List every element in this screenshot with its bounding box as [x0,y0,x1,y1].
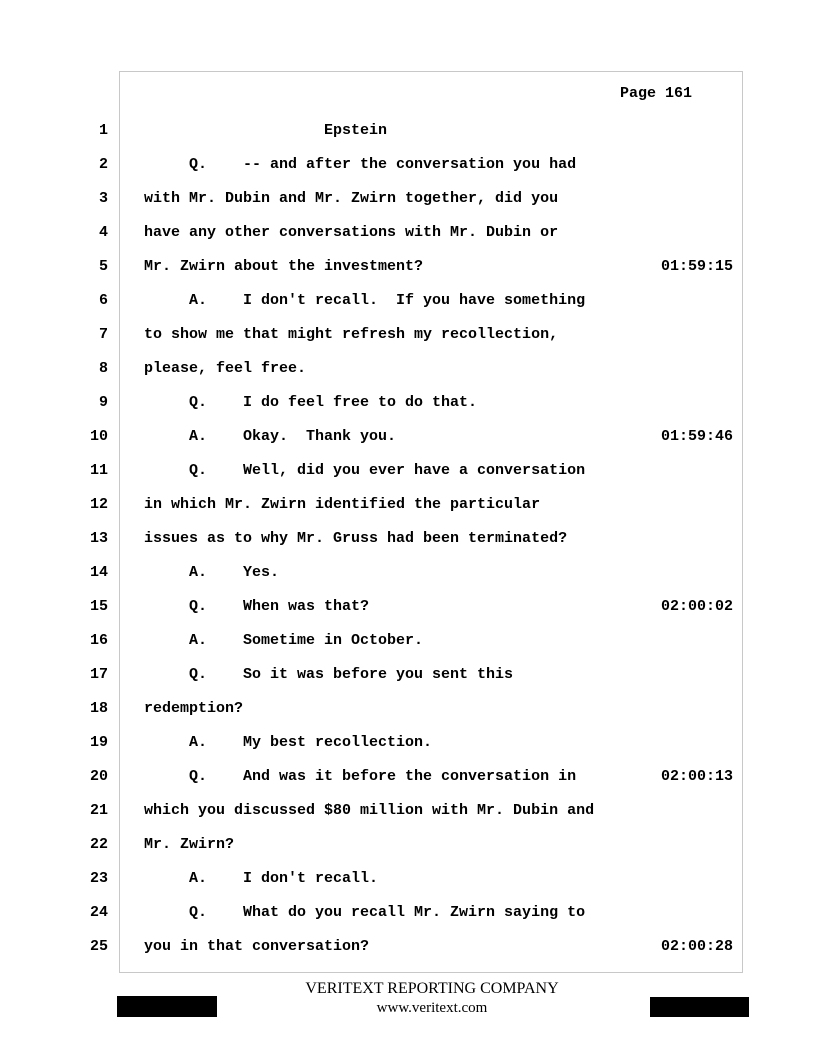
line-text: issues as to why Mr. Gruss had been terminated? [144,530,568,547]
line-number: 4 [98,224,108,241]
footer-company-name: VERITEXT REPORTING COMPANY [305,980,559,997]
timestamp: 02:00:13 [661,768,734,785]
line-text: A. Okay. Thank you. [144,428,397,445]
line-text: have any other conversations with Mr. Dubin or [144,224,559,241]
transcript-line [0,870,816,888]
transcript-line [0,598,816,616]
line-number: 7 [98,326,108,343]
transcript-line [0,496,816,514]
line-number: 22 [89,836,108,853]
line-text: Q. I do feel free to do that. [144,394,478,411]
line-number: 19 [89,734,108,751]
line-number: 6 [98,292,108,309]
line-text: please, feel free. [144,360,307,377]
line-text: with Mr. Dubin and Mr. Zwirn together, did you [144,190,559,207]
line-number: 2 [98,156,108,173]
line-text: Q. What do you recall Mr. Zwirn saying to [144,904,586,921]
transcript-line [0,938,816,956]
line-text: A. Yes. [144,564,280,581]
line-number: 9 [98,394,108,411]
line-number: 3 [98,190,108,207]
line-number: 10 [89,428,108,445]
line-number: 14 [89,564,108,581]
page-number: Page 161 [620,85,693,102]
timestamp: 02:00:02 [661,598,734,615]
line-text: you in that conversation? [144,938,370,955]
transcript-line [0,394,816,412]
transcript-line [0,530,816,548]
timestamp: 02:00:28 [661,938,734,955]
line-number: 15 [89,598,108,615]
transcript-line [0,632,816,650]
line-text: which you discussed $80 million with Mr. Dubin and [144,802,595,819]
transcript-line [0,428,816,446]
line-text: in which Mr. Zwirn identified the particular [144,496,541,513]
line-number: 25 [89,938,108,955]
transcript-line [0,700,816,718]
transcript-line [0,190,816,208]
transcript-line [0,292,816,310]
line-text: Q. -- and after the conversation you had [144,156,577,173]
line-number: 17 [89,666,108,683]
line-number: 12 [89,496,108,513]
line-text: A. I don't recall. [144,870,379,887]
line-number: 23 [89,870,108,887]
transcript-line [0,836,816,854]
line-number: 16 [89,632,108,649]
line-text: Q. Well, did you ever have a conversation [144,462,586,479]
line-text: to show me that might refresh my recollection, [144,326,559,343]
transcript-line [0,258,816,276]
line-text: Q. So it was before you sent this [144,666,514,683]
line-number: 21 [89,802,108,819]
transcript-line [0,360,816,378]
line-text: Q. And was it before the conversation in [144,768,577,785]
line-number: 24 [89,904,108,921]
transcript-line [0,802,816,820]
redaction-bar-left [117,996,217,1017]
footer-website: www.veritext.com [376,1000,488,1016]
line-text: Q. When was that? [144,598,370,615]
line-number: 11 [89,462,108,479]
transcript-line [0,326,816,344]
line-text: Mr. Zwirn about the investment? [144,258,424,275]
transcript-line [0,734,816,752]
line-number: 20 [89,768,108,785]
transcript-line [0,122,816,140]
transcript-line [0,904,816,922]
transcript-line [0,224,816,242]
line-text: A. Sometime in October. [144,632,424,649]
line-text: A. I don't recall. If you have something [144,292,586,309]
transcript-line [0,156,816,174]
line-number: 18 [89,700,108,717]
line-text: redemption? [144,700,244,717]
redaction-bar-right [650,997,749,1017]
timestamp: 01:59:15 [661,258,734,275]
transcript-line [0,564,816,582]
line-number: 13 [89,530,108,547]
line-number: 8 [98,360,108,377]
line-number: 1 [98,122,108,139]
transcript-line [0,666,816,684]
transcript-line [0,462,816,480]
line-text: Mr. Zwirn? [144,836,235,853]
line-text: A. My best recollection. [144,734,433,751]
timestamp: 01:59:46 [661,428,734,445]
line-number: 5 [98,258,108,275]
line-text: Epstein [144,122,388,139]
transcript-line [0,768,816,786]
